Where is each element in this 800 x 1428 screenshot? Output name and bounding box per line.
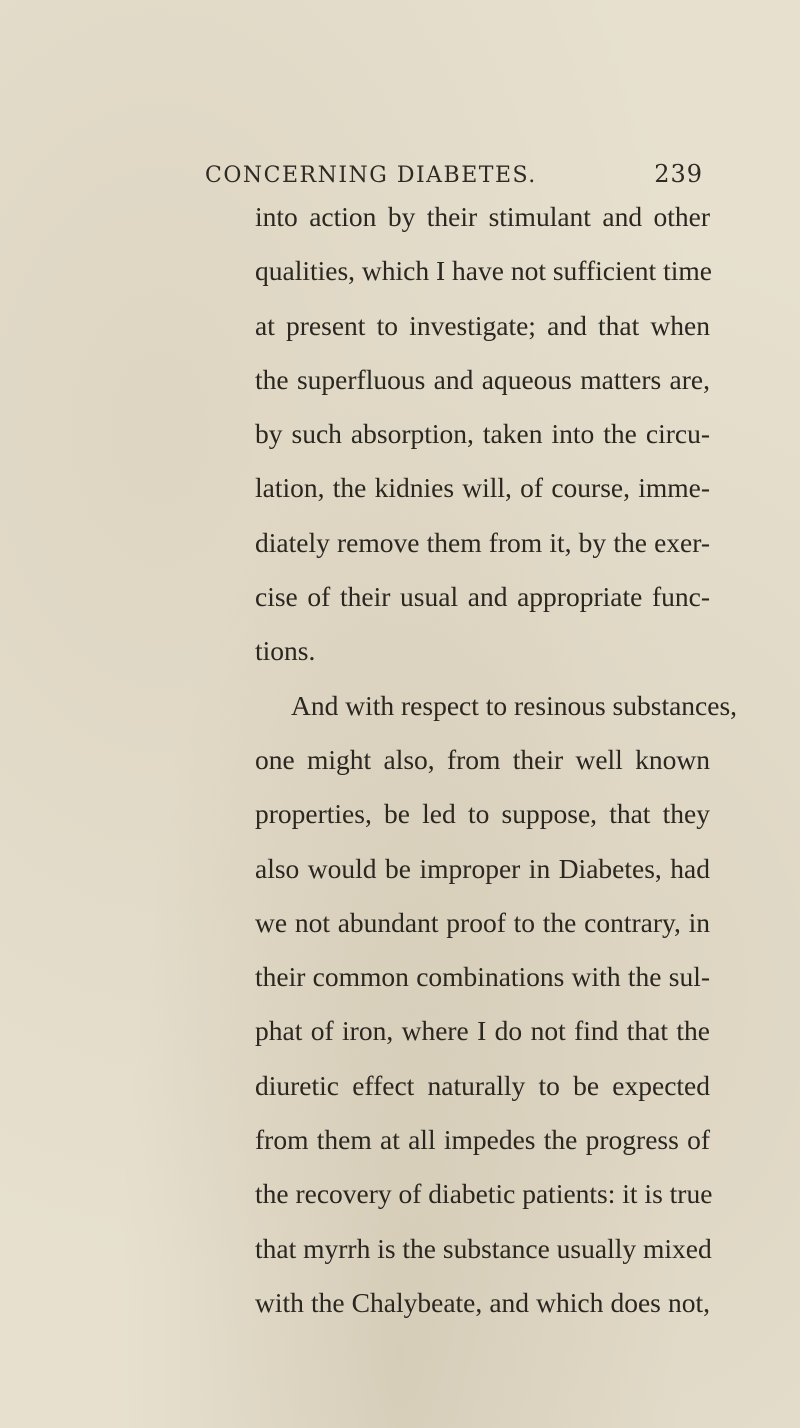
- text-line: from them at all impedes the progress of: [255, 1124, 710, 1156]
- text-line: diately remove them from it, by the exer-: [255, 526, 710, 558]
- text-line: properties, be led to suppose, that they: [255, 798, 710, 830]
- text-line: tions.: [255, 635, 316, 667]
- text-line: qualities, which I have not sufficient time: [255, 255, 712, 287]
- running-head-title: CONCERNING DIABETES.: [205, 163, 537, 188]
- text-line: we not abundant proof to the contrary, in: [255, 906, 710, 938]
- body-text: [255, 190, 738, 1330]
- text-line: by such absorption, taken into the circu-: [255, 418, 710, 450]
- text-line: And with respect to resinous substances,: [291, 689, 738, 721]
- text-line: into action by their stimulant and other: [255, 201, 710, 232]
- running-head: [205, 160, 725, 188]
- page-number: 239: [654, 160, 703, 188]
- text-line: with the Chalybeate, and which does not,: [255, 1286, 710, 1318]
- text-line: at present to investigate; and that when: [255, 309, 710, 341]
- text-line: also would be improper in Diabetes, had: [255, 852, 710, 884]
- text-line: one might also, from their well known: [255, 743, 710, 775]
- text-line: lation, the kidnies will, of course, imme-: [255, 472, 710, 504]
- text-line: cise of their usual and appropriate func-: [255, 581, 710, 613]
- text-line: their common combinations with the sul-: [255, 961, 710, 993]
- text-line: phat of iron, where I do not find that the: [255, 1015, 710, 1047]
- text-line: the superfluous and aqueous matters are,: [255, 363, 710, 395]
- text-line: diuretic effect naturally to be expected: [255, 1069, 710, 1101]
- text-line: that myrrh is the substance usually mixed: [255, 1232, 712, 1264]
- text-line: the recovery of diabetic patients: it is true: [255, 1178, 713, 1210]
